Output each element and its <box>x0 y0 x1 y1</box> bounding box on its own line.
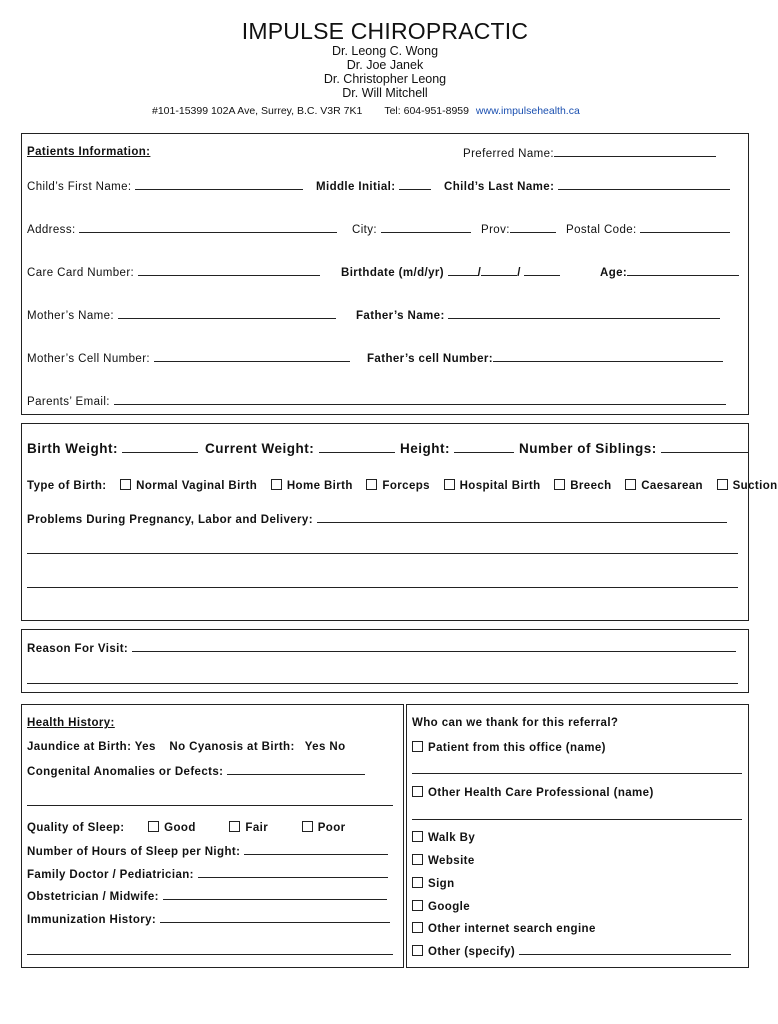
checkbox[interactable] <box>412 786 423 797</box>
congenital-line[interactable] <box>27 805 393 806</box>
last-name-field[interactable]: Child’s Last Name: <box>444 179 730 193</box>
immunization-line[interactable] <box>27 954 393 955</box>
referral-patient-line[interactable] <box>412 773 742 774</box>
address-field[interactable]: Address: <box>27 222 337 236</box>
checkbox[interactable] <box>271 479 282 490</box>
health-history-title: Health History: <box>27 717 115 729</box>
problems-field[interactable]: Problems During Pregnancy, Labor and Delivery: <box>27 512 727 526</box>
checkbox[interactable] <box>412 900 423 911</box>
referral-patient-option[interactable]: Patient from this office (name) <box>412 741 606 754</box>
referral-search-engine-option[interactable]: Other internet search engine <box>412 922 596 935</box>
clinic-phone: Tel: 604-951-8959 <box>384 105 469 117</box>
checkbox[interactable] <box>412 854 423 865</box>
checkbox[interactable] <box>717 479 728 490</box>
mother-name-field[interactable]: Mother’s Name: <box>27 308 336 322</box>
checkbox[interactable] <box>554 479 565 490</box>
referral-website-option[interactable]: Website <box>412 854 475 867</box>
patient-section-title: Patients Information: <box>27 146 151 158</box>
checkbox[interactable] <box>120 479 131 490</box>
referral-professional-line[interactable] <box>412 819 742 820</box>
first-name-field[interactable]: Child’s First Name: <box>27 179 303 193</box>
doctor-name: Dr. Leong C. Wong <box>331 44 439 58</box>
checkbox[interactable] <box>148 821 159 832</box>
clinic-website[interactable]: www.impulsehealth.ca <box>475 105 580 117</box>
doctor-name: Dr. Will Mitchell <box>342 86 428 100</box>
siblings-field[interactable]: Number of Siblings: <box>519 441 749 456</box>
reason-line[interactable] <box>27 683 738 684</box>
birth-type-option[interactable]: Home Birth <box>271 480 353 492</box>
middle-initial-field[interactable]: Middle Initial: <box>316 179 431 193</box>
mother-cell-field[interactable]: Mother’s Cell Number: <box>27 351 350 365</box>
checkbox[interactable] <box>412 945 423 956</box>
birthdate-field[interactable]: Birthdate (m/d/yr) / / <box>341 265 560 279</box>
doctor-name: Dr. Joe Janek <box>346 58 424 72</box>
immunization-field[interactable]: Immunization History: <box>27 912 390 926</box>
birth-type-row: Type of Birth: Normal Vaginal Birth Home Birth Forceps Hospital Birth Breech Caesarean Suction <box>27 480 778 492</box>
birth-type-option[interactable]: Breech <box>554 480 611 492</box>
congenital-field[interactable]: Congenital Anomalies or Defects: <box>27 764 365 778</box>
clinic-address: #101-15399 102A Ave, Surrey, B.C. V3R 7K1 <box>152 105 363 117</box>
referral-title: Who can we thank for this referral? <box>412 717 619 729</box>
checkbox[interactable] <box>412 922 423 933</box>
jaundice-yes[interactable]: Yes <box>134 741 156 753</box>
parents-email-field[interactable]: Parents’ Email: <box>27 394 726 408</box>
sleep-poor-option[interactable]: Poor <box>302 822 346 834</box>
clinic-contact <box>152 105 580 117</box>
sleep-good-option[interactable]: Good <box>148 822 196 834</box>
problems-line[interactable] <box>27 553 738 554</box>
checkbox[interactable] <box>302 821 313 832</box>
referral-other-option[interactable]: Other (specify) <box>412 944 731 958</box>
preferred-name-field[interactable]: Preferred Name: <box>463 146 716 160</box>
checkbox[interactable] <box>412 741 423 752</box>
birth-type-option[interactable]: Caesarean <box>625 480 703 492</box>
sleep-quality-row: Quality of Sleep: Good Fair Poor <box>27 822 346 834</box>
postal-code-field[interactable]: Postal Code: <box>566 222 730 236</box>
checkbox[interactable] <box>412 831 423 842</box>
referral-walk-by-option[interactable]: Walk By <box>412 831 475 844</box>
checkbox[interactable] <box>625 479 636 490</box>
city-field[interactable]: City: <box>352 222 471 236</box>
clinic-title: IMPULSE CHIROPRACTIC <box>241 18 529 44</box>
care-card-field[interactable]: Care Card Number: <box>27 265 320 279</box>
referral-professional-option[interactable]: Other Health Care Professional (name) <box>412 786 654 799</box>
father-cell-field[interactable]: Father’s cell Number: <box>367 351 723 365</box>
age-field[interactable]: Age: <box>600 265 739 279</box>
family-doctor-field[interactable]: Family Doctor / Pediatrician: <box>27 867 388 881</box>
birth-type-option[interactable]: Suction <box>717 480 778 492</box>
reason-field[interactable]: Reason For Visit: <box>27 641 736 655</box>
obstetrician-field[interactable]: Obstetrician / Midwife: <box>27 889 387 903</box>
checkbox[interactable] <box>444 479 455 490</box>
birth-type-option[interactable]: Normal Vaginal Birth <box>120 480 257 492</box>
cyanosis-no[interactable]: No <box>329 741 346 753</box>
sleep-fair-option[interactable]: Fair <box>229 822 268 834</box>
birth-weight-field[interactable]: Birth Weight: <box>27 441 198 456</box>
cyanosis-yes[interactable]: Yes <box>304 741 326 753</box>
current-weight-field[interactable]: Current Weight: <box>205 441 395 456</box>
jaundice-row: Jaundice at Birth: Yes No Cyanosis at Birth: Yes No <box>27 741 346 753</box>
problems-line[interactable] <box>27 587 738 588</box>
checkbox[interactable] <box>412 877 423 888</box>
birth-type-option[interactable]: Forceps <box>366 480 430 492</box>
doctor-name: Dr. Christopher Leong <box>323 72 447 86</box>
referral-sign-option[interactable]: Sign <box>412 877 455 890</box>
sleep-hours-field[interactable]: Number of Hours of Sleep per Night: <box>27 844 388 858</box>
jaundice-no[interactable]: No <box>169 741 186 753</box>
province-field[interactable]: Prov: <box>481 222 556 236</box>
height-field[interactable]: Height: <box>400 441 514 456</box>
checkbox[interactable] <box>366 479 377 490</box>
birth-type-option[interactable]: Hospital Birth <box>444 480 541 492</box>
referral-google-option[interactable]: Google <box>412 900 470 913</box>
checkbox[interactable] <box>229 821 240 832</box>
father-name-field[interactable]: Father’s Name: <box>356 308 720 322</box>
